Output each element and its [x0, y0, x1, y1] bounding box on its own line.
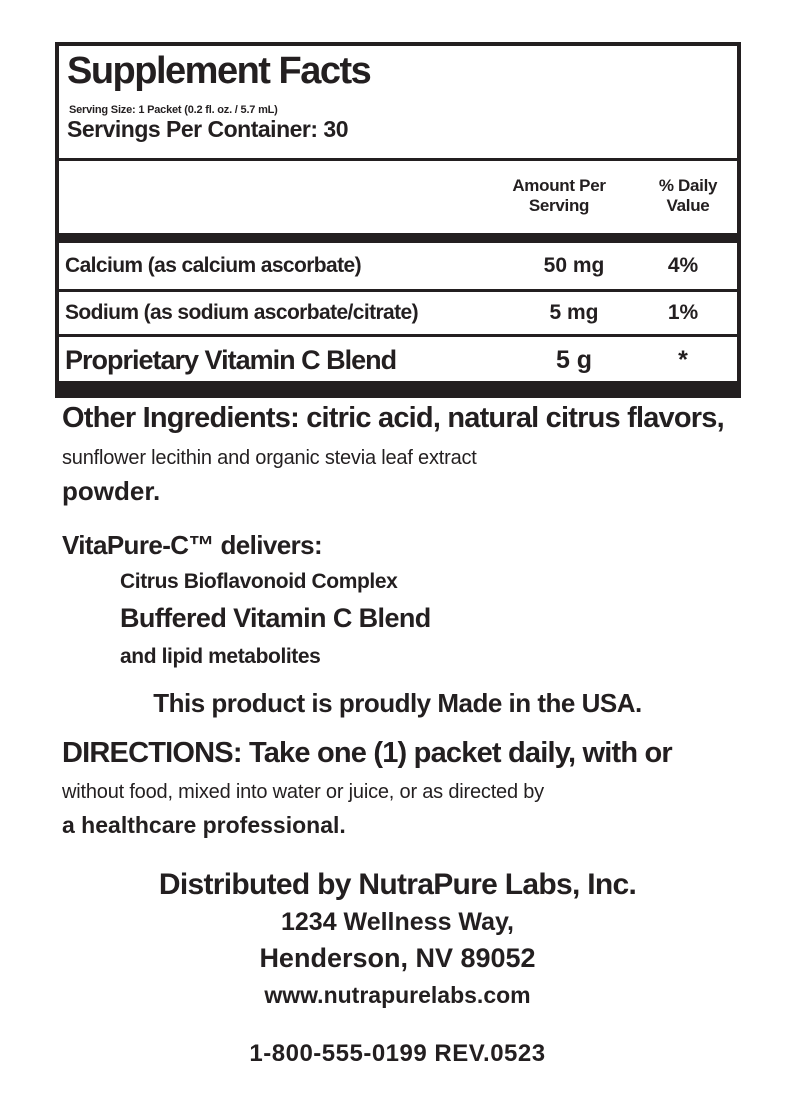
nutrient-row-highlight	[65, 338, 733, 382]
made-in-usa-line: This product is proudly Made in the USA.	[153, 688, 642, 718]
footer-code: 1-800-555-0199 REV.0523	[249, 1040, 546, 1067]
features-heading: VitaPure-C™ delivers:	[62, 530, 323, 560]
feature-item: Buffered Vitamin C Blend	[120, 603, 431, 633]
nutrient-amount: 5 g	[555, 345, 593, 374]
distributor-city-state-zip: Henderson, NV 89052	[259, 943, 536, 973]
header-divider-rule	[59, 158, 737, 161]
servings-per-container-line: Servings Per Container: 30	[67, 116, 348, 142]
nutrient-amount: 50 mg	[543, 254, 605, 277]
nutrient-amount: 5 mg	[549, 301, 599, 324]
nutrient-daily-value: 4%	[667, 254, 699, 277]
nutrient-name: Sodium (as sodium ascorbate/citrate)	[65, 301, 418, 324]
nutrient-row	[65, 246, 733, 286]
other-ingredients-line-2: sunflower lecithin and organic stevia leaf extract	[62, 447, 477, 469]
supplement-facts-panel	[55, 42, 741, 398]
panel-bottom-thick-bar	[59, 381, 737, 394]
feature-item: and lipid metabolites	[120, 645, 321, 668]
distributor-name: Distributed by NutraPure Labs, Inc.	[158, 868, 637, 901]
feature-item: Citrus Bioflavonoid Complex	[120, 570, 398, 593]
directions-line-2: without food, mixed into water or juice, or as directed by	[62, 781, 544, 803]
other-ingredients-line-3: powder.	[62, 476, 161, 506]
column-header-daily-value: % Daily Value	[658, 176, 718, 215]
column-header-amount: Amount Per Serving	[512, 176, 606, 215]
distributor-street: 1234 Wellness Way,	[281, 908, 514, 936]
nutrient-row	[65, 294, 733, 332]
row-separator	[59, 289, 737, 292]
nutrient-name: Calcium (as calcium ascorbate)	[65, 254, 361, 277]
distributor-website: www.nutrapurelabs.com	[264, 982, 531, 1008]
nutrient-name: Proprietary Vitamin C Blend	[65, 344, 397, 375]
directions-line-3: a healthcare professional.	[62, 812, 346, 838]
nutrient-daily-value: *	[678, 345, 688, 374]
serving-size-line: Serving Size: 1 Packet (0.2 fl. oz. / 5.7 mL)	[69, 104, 278, 116]
directions-line-1: DIRECTIONS: Take one (1) packet daily, with or	[62, 737, 672, 769]
nutrient-daily-value: 1%	[667, 301, 699, 324]
header-thick-bar	[59, 233, 737, 243]
other-ingredients-line-1: Other Ingredients: citric acid, natural citrus flavors,	[62, 402, 724, 434]
panel-title: Supplement Facts	[67, 50, 371, 92]
row-separator	[59, 334, 737, 337]
